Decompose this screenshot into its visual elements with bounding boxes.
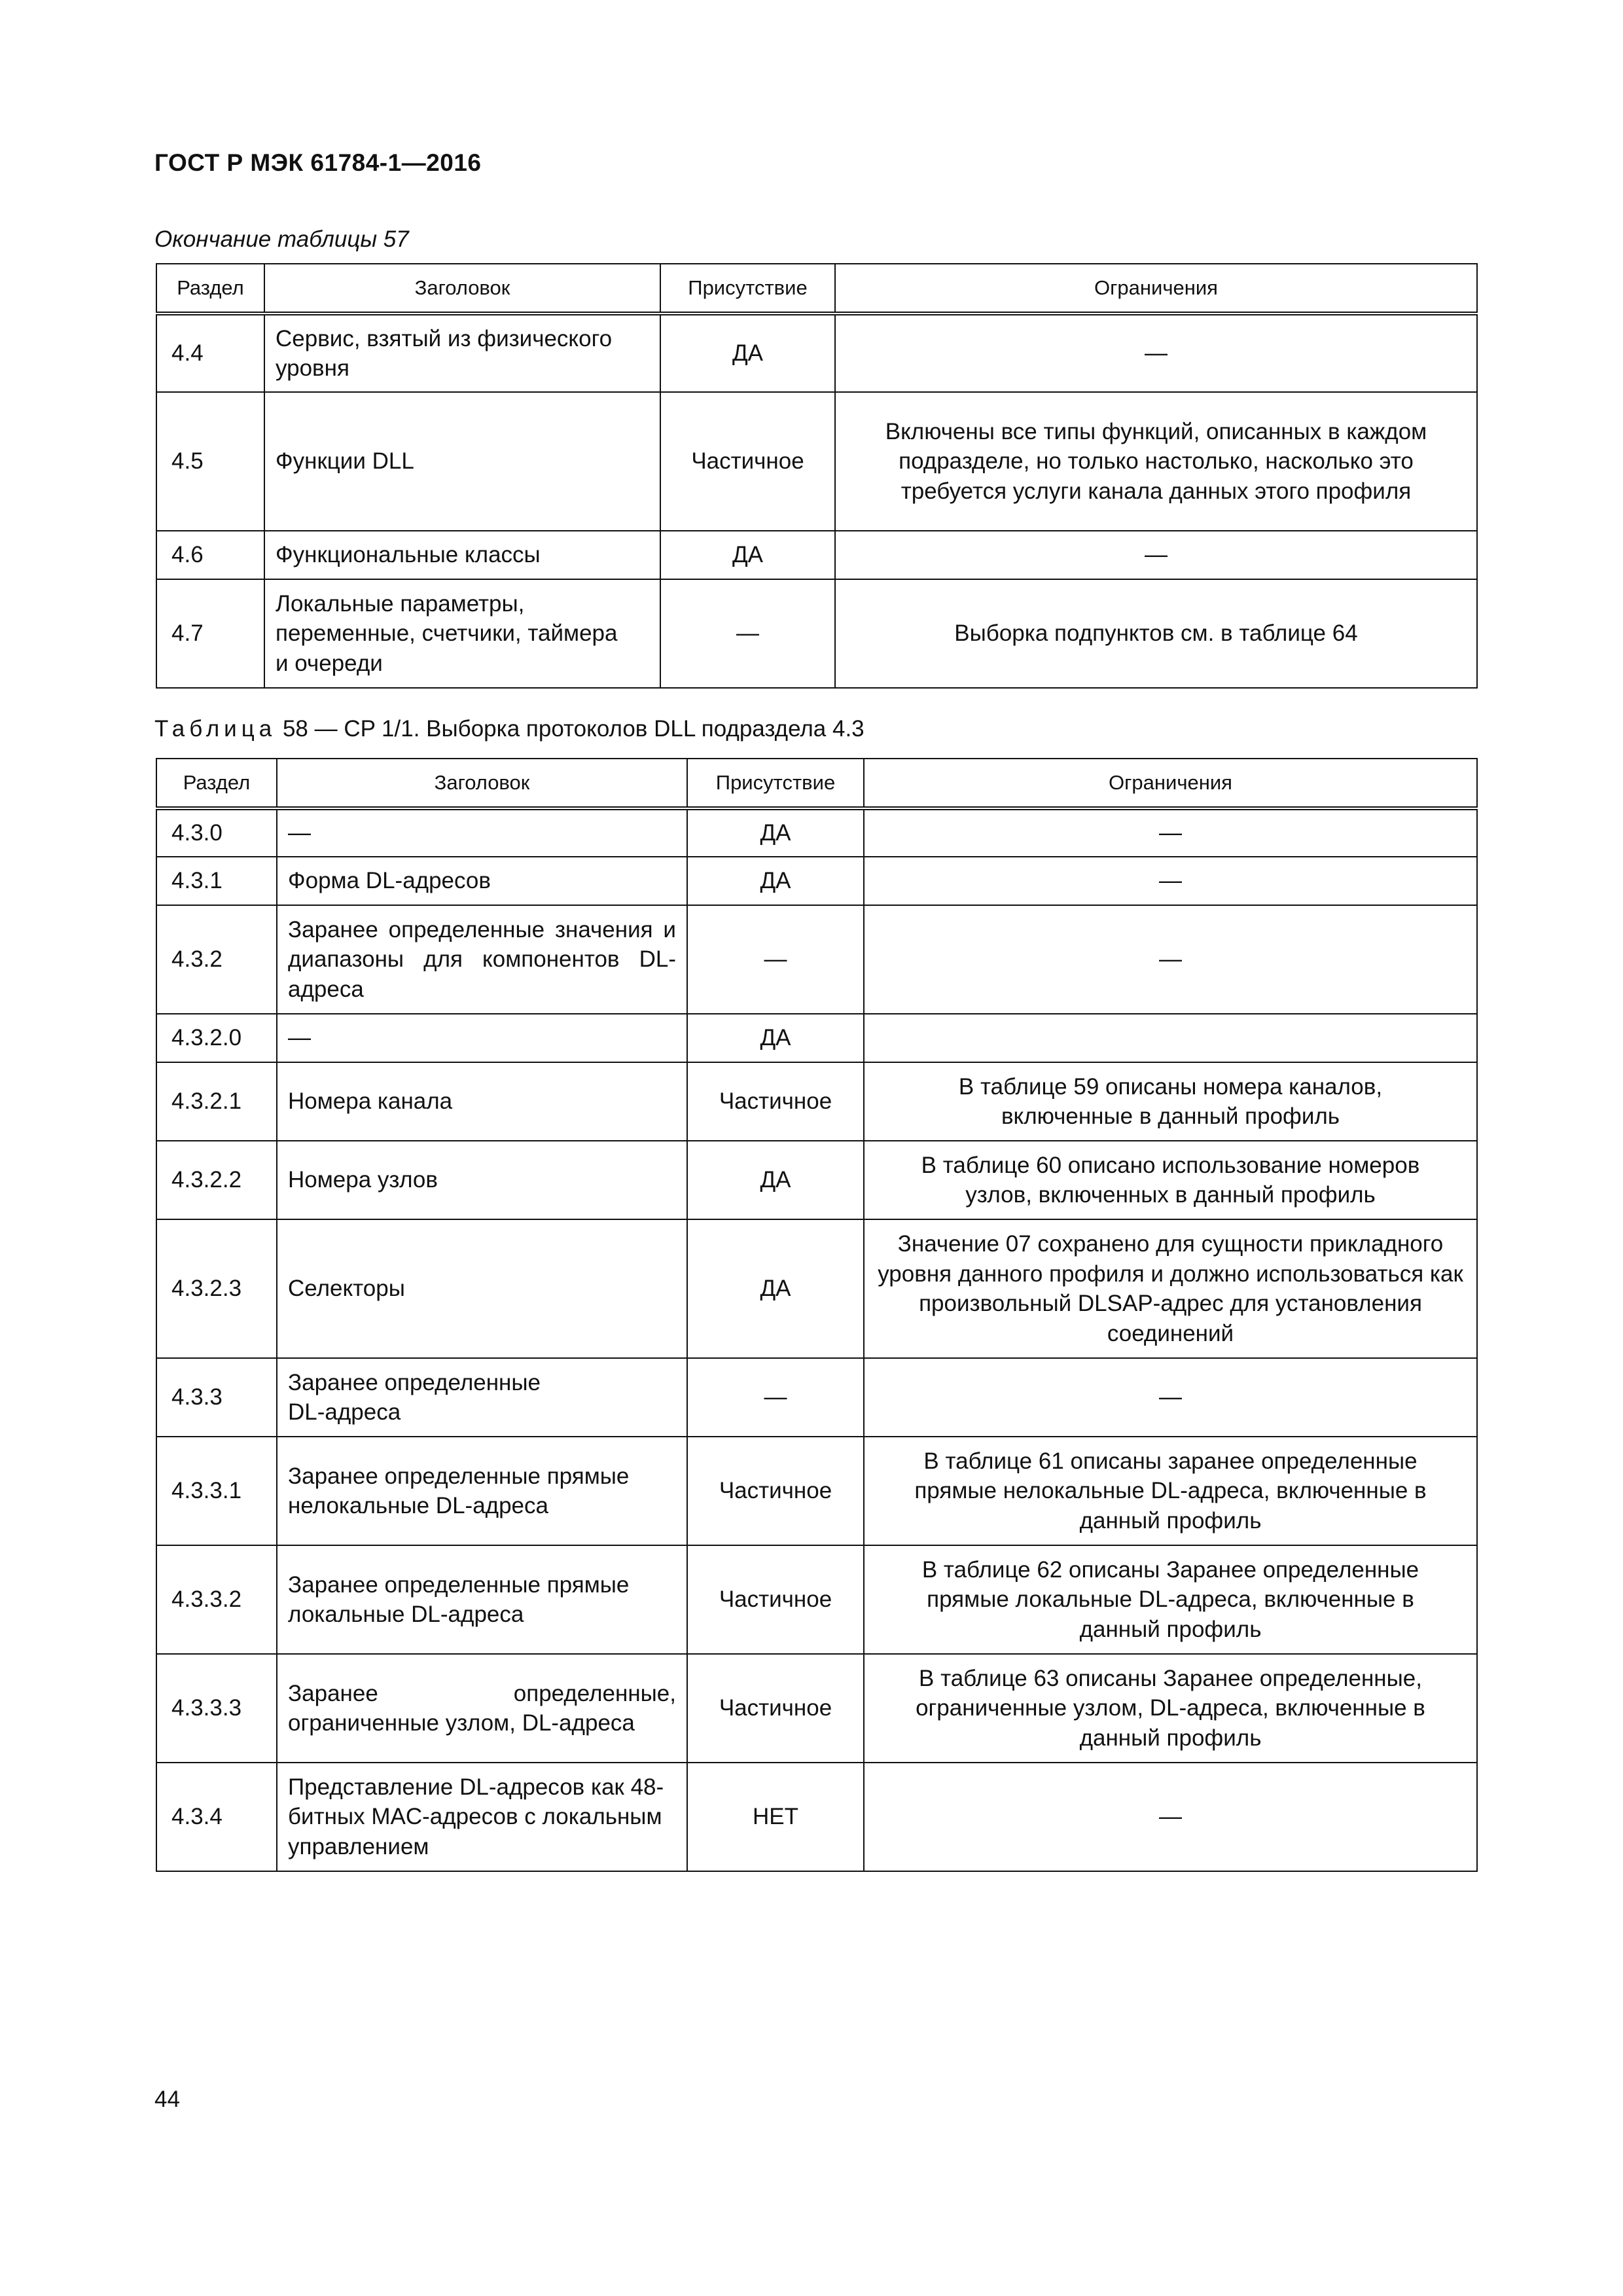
cell-section: 4.3.3.3 [156,1654,277,1763]
cell-title: Форма DL-адресов [277,857,687,905]
cell-presence: Частичное [687,1062,864,1141]
cell-constraints: — [864,1358,1477,1437]
column-header-section: Раздел [156,759,277,808]
cell-title: — [277,808,687,857]
cell-constraints: Значение 07 сохранено для сущности прикладного уровня данного профиля и должно использоваться как произвольный DLSAP-адрес для установления соединений [864,1219,1477,1358]
table58-caption-text: 58 — CP 1/1. Выборка протоколов DLL подраздела 4.3 [282,716,865,742]
table-row [156,1062,1477,1141]
table-row [156,1141,1477,1219]
table-header-row [156,264,1477,314]
cell-title: Заранее определенные значения и диапазоны для компонентов DL-адреса [277,905,687,1014]
column-header-constraints: Ограничения [835,264,1477,314]
table-row [156,1358,1477,1437]
page-number: 44 [154,2087,180,2112]
table-58 [156,758,1478,1872]
cell-section: 4.3.2.3 [156,1219,277,1358]
table-row [156,392,1477,531]
cell-presence: ДА [687,808,864,857]
cell-constraints: — [864,905,1477,1014]
cell-section: 4.3.2.0 [156,1014,277,1062]
table-row [156,1014,1477,1062]
document-header: ГОСТ Р МЭК 61784-1—2016 [154,149,482,176]
table-row [156,1545,1477,1654]
cell-presence: ДА [687,857,864,905]
cell-title: — [277,1014,687,1062]
column-header-section: Раздел [156,264,264,314]
cell-constraints: — [835,531,1477,579]
cell-title: Заранее определенные DL-адреса [277,1358,687,1437]
table58-caption-prefix: Таблица [154,716,277,742]
cell-title: Функции DLL [264,392,660,531]
cell-section: 4.4 [156,314,264,392]
column-header-presence: Присутствие [660,264,835,314]
table57-continuation-label: Окончание таблицы 57 [154,226,409,252]
table-row [156,905,1477,1014]
cell-presence: Частичное [687,1545,864,1654]
table-row [156,1219,1477,1358]
cell-presence: ДА [660,314,835,392]
cell-section: 4.3.3.2 [156,1545,277,1654]
cell-section: 4.3.2.1 [156,1062,277,1141]
cell-constraints: — [864,1763,1477,1871]
cell-presence: — [660,579,835,688]
cell-section: 4.3.4 [156,1763,277,1871]
cell-title: Номера канала [277,1062,687,1141]
cell-constraints: В таблице 63 описаны Заранее определенные, ограниченные узлом, DL-адреса, включенные в данный профиль [864,1654,1477,1763]
cell-title: Селекторы [277,1219,687,1358]
cell-constraints: — [864,857,1477,905]
cell-title: Заранее определенные прямые нелокальные DL-адреса [277,1437,687,1545]
cell-constraints: В таблице 61 описаны заранее определенные прямые нелокальные DL-адреса, включенные в данный профиль [864,1437,1477,1545]
cell-constraints: — [835,314,1477,392]
cell-presence: ДА [687,1014,864,1062]
cell-title: Заранее определенные прямые локальные DL-адреса [277,1545,687,1654]
cell-presence: Частичное [660,392,835,531]
table-row [156,1654,1477,1763]
cell-section: 4.6 [156,531,264,579]
cell-constraints [864,1014,1477,1062]
table-row [156,314,1477,392]
cell-title: Сервис, взятый из физического уровня [264,314,660,392]
cell-presence: ДА [660,531,835,579]
cell-constraints: Выборка подпунктов см. в таблице 64 [835,579,1477,688]
cell-constraints: В таблице 59 описаны номера каналов, включенные в данный профиль [864,1062,1477,1141]
cell-constraints: — [864,808,1477,857]
cell-presence: НЕТ [687,1763,864,1871]
cell-section: 4.3.1 [156,857,277,905]
column-header-title: Заголовок [264,264,660,314]
cell-section: 4.7 [156,579,264,688]
cell-title: Представление DL-адресов как 48-битных MAC-адресов с локальным управлением [277,1763,687,1871]
cell-presence: Частичное [687,1437,864,1545]
cell-section: 4.5 [156,392,264,531]
cell-presence: — [687,1358,864,1437]
table-header-row [156,759,1477,808]
table58-caption [154,716,865,742]
cell-constraints: Включены все типы функций, описанных в каждом подразделе, но только настолько, насколько это требуется услуги канала данных этого профиля [835,392,1477,531]
table-row [156,808,1477,857]
table-row [156,1437,1477,1545]
cell-title: Заранее определенные, ограниченные узлом, DL-адреса [277,1654,687,1763]
cell-section: 4.3.2.2 [156,1141,277,1219]
cell-title: Локальные параметры, переменные, счетчики, таймера и очереди [264,579,660,688]
cell-constraints: В таблице 60 описано использование номеров узлов, включенных в данный профиль [864,1141,1477,1219]
column-header-presence: Присутствие [687,759,864,808]
table-row [156,531,1477,579]
cell-section: 4.3.3.1 [156,1437,277,1545]
cell-section: 4.3.2 [156,905,277,1014]
cell-constraints: В таблице 62 описаны Заранее определенные прямые локальные DL-адреса, включенные в данный профиль [864,1545,1477,1654]
table-57 [156,263,1478,689]
table-row [156,857,1477,905]
cell-presence: Частичное [687,1654,864,1763]
column-header-constraints: Ограничения [864,759,1477,808]
column-header-title: Заголовок [277,759,687,808]
cell-section: 4.3.3 [156,1358,277,1437]
cell-section: 4.3.0 [156,808,277,857]
table-row [156,579,1477,688]
cell-title: Номера узлов [277,1141,687,1219]
cell-presence: ДА [687,1141,864,1219]
table-row [156,1763,1477,1871]
cell-presence: ДА [687,1219,864,1358]
cell-title: Функциональные классы [264,531,660,579]
cell-presence: — [687,905,864,1014]
